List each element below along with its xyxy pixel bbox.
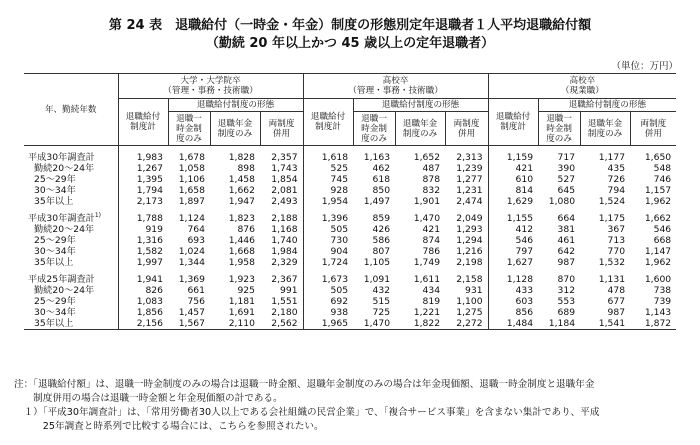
value-cell: 1,541 [580,318,630,330]
footnotes [14,378,686,434]
value-cell: 1,058 [178,163,205,174]
row-label [24,307,118,318]
value-cell: 1,457 [178,307,205,318]
table-row [24,174,676,185]
header-line: 制度計 [130,122,156,132]
value-cell: 807 [372,246,391,257]
value-cell: 1,106 [178,174,205,185]
header-line: 時金制 [546,123,572,134]
form-header: 退職給付制度の形態 [538,99,676,112]
row-label-text: 平成30年調査計 [28,152,95,163]
header-line: 併用 [457,128,476,139]
value-cell: 2,156 [118,318,168,330]
both-column-header [630,112,676,146]
row-label [24,274,118,285]
value-cell: 814 [488,185,538,196]
value-cell: 1,872 [630,318,676,330]
value-cell: 381 [557,224,576,235]
value-cell: 1,962 [644,257,672,268]
value-cell: 1,854 [271,174,298,185]
header-line: 併用 [644,128,662,139]
value-cell: 1,395 [118,174,168,185]
value-cell: 433 [488,285,538,296]
value-cell: 1,105 [363,257,391,268]
value-cell: 1,216 [456,246,483,257]
group-header [488,74,676,99]
value-cell: 1,941 [118,274,168,285]
value-cell: 1,100 [456,296,483,307]
value-cell: 1,163 [363,152,391,163]
header-line: 退職一 [176,113,202,124]
value-cell: 987 [607,307,626,318]
value-cell: 2,049 [456,213,483,224]
value-cell: 390 [557,163,576,174]
value-cell: 1,947 [228,196,255,207]
value-cell: 713 [607,235,626,246]
row-label [24,196,118,207]
value-cell: 2,081 [271,185,298,196]
value-cell: 548 [653,163,672,174]
value-cell: 2,188 [271,213,298,224]
value-cell: 931 [465,285,483,296]
row-label-text: 勤続20～24年 [34,224,95,235]
value-cell: 1,901 [413,196,441,207]
total-column-header [488,99,538,146]
table-subtitle: （勤続 20 年以上かつ 45 歳以上の定年退職者） [205,36,495,51]
row-label-text: 30～34年 [34,246,76,257]
value-cell: 1,691 [228,307,255,318]
unit-label: （単位：万円） [611,61,678,72]
table-row [24,274,676,285]
header-line: 度のみ [546,133,572,144]
value-cell: 1,177 [598,152,626,163]
row-label-text: 30～34年 [34,307,76,318]
value-cell: 1,600 [644,274,672,285]
retirement-benefit-table [24,73,676,330]
value-cell: 2,180 [271,307,298,318]
table-row [24,307,676,318]
note-line: 注：「退職給付額」は、退職一時金制度のみの場合は退職一時金額、退職年金制度のみの場合は年金現価額、退職一時金制度と退職年金 [14,379,595,390]
value-cell: 1,749 [413,257,441,268]
group-header-line1: 大学・大学院卒 [180,76,241,86]
both-column-header [445,112,488,146]
table-row [24,235,676,246]
value-cell: 1,611 [413,274,441,285]
value-cell: 1,159 [488,152,538,163]
value-cell: 1,083 [118,296,168,307]
value-cell: 1,080 [548,196,576,207]
value-cell: 642 [557,246,576,257]
value-cell: 2,357 [271,152,298,163]
total-column-header [303,99,353,146]
value-cell: 850 [372,185,391,196]
value-cell: 938 [303,307,353,318]
value-cell: 859 [372,213,391,224]
value-cell: 2,493 [271,196,298,207]
value-cell: 786 [422,246,441,257]
header-line: 退職一 [361,113,387,124]
row-label [24,185,118,196]
group-header-line2: （管理・事務・技術職） [163,86,258,96]
value-cell: 746 [653,174,672,185]
value-cell: 553 [557,296,576,307]
row-label-text: 35年以上 [34,196,74,207]
value-cell: 928 [303,185,353,196]
value-cell: 610 [488,174,538,185]
value-cell: 756 [187,296,205,307]
value-cell: 1,131 [598,274,626,285]
value-cell: 738 [653,285,672,296]
value-cell: 1,984 [271,246,298,257]
value-cell: 870 [557,274,576,285]
value-cell: 1,128 [488,274,538,285]
value-cell: 505 [303,285,353,296]
value-cell: 1,532 [598,257,626,268]
header-line: 制度のみ [587,128,623,139]
value-cell: 527 [557,174,576,185]
table-row [24,318,676,330]
value-cell: 1,618 [303,152,353,163]
row-label [24,235,118,246]
value-cell: 730 [303,235,353,246]
value-cell: 1,497 [363,196,391,207]
lump-column-header [168,112,210,146]
header-line: 退職年金 [402,118,438,129]
value-cell: 1,294 [456,235,483,246]
value-cell: 1,658 [178,185,205,196]
value-cell: 2,474 [456,196,483,207]
table-row [24,152,676,163]
row-label-text: 平成25年調査計 [28,274,95,285]
value-cell: 1,124 [178,213,205,224]
value-cell: 1,168 [271,224,298,235]
header-line: 退職給付 [310,112,346,122]
value-cell: 2,313 [456,152,483,163]
value-cell: 1,822 [395,318,445,330]
value-cell: 1,673 [303,274,353,285]
row-label-text: 25～29年 [34,174,76,185]
row-label-header: 年、勤続年数 [24,74,118,146]
value-cell: 2,329 [271,257,298,268]
value-cell: 1,567 [168,318,210,330]
row-label [24,213,118,224]
value-cell: 1,954 [303,196,353,207]
value-cell: 2,173 [118,196,168,207]
value-cell: 1,828 [228,152,255,163]
row-label [24,152,118,163]
table-row [24,246,676,257]
value-cell: 819 [422,296,441,307]
value-cell: 1,629 [488,196,538,207]
row-label-text: 35年以上 [34,257,74,268]
group-header-line2: （現業職） [560,86,604,96]
table-row [24,185,676,196]
value-cell: 739 [653,296,672,307]
header-line: 両制度 [453,118,480,129]
table-row [24,163,676,174]
value-cell: 991 [280,285,298,296]
note-line: 制度併用の場合は退職一時金額と年金現価額の計である。 [14,393,283,404]
header-line: 制度のみ [217,128,253,139]
value-cell: 1,293 [456,224,483,235]
value-cell: 505 [303,224,353,235]
value-cell: 1,652 [413,152,441,163]
value-cell: 618 [372,174,391,185]
value-cell: 426 [372,224,391,235]
value-cell: 664 [557,213,576,224]
header-line: 制度のみ [402,128,438,139]
header-line: 度のみ [361,133,387,144]
table-row [24,213,676,224]
value-cell: 1,231 [456,185,483,196]
group-header [303,74,488,99]
value-cell: 1,965 [303,318,353,330]
value-cell: 689 [557,307,576,318]
value-cell: 515 [372,296,391,307]
pension-column-header [395,112,445,146]
value-cell: 717 [557,152,576,163]
value-cell: 898 [237,163,255,174]
value-cell: 794 [607,185,626,196]
value-cell: 1,470 [413,213,441,224]
value-cell: 904 [303,246,353,257]
value-cell: 312 [557,285,576,296]
value-cell: 1,277 [456,174,483,185]
value-cell: 832 [422,185,441,196]
row-label [24,285,118,296]
value-cell: 1,856 [118,307,168,318]
value-cell: 1,794 [118,185,168,196]
value-cell: 1,524 [598,196,626,207]
value-cell: 1,147 [644,246,672,257]
row-label [24,257,118,268]
value-cell: 1,662 [644,213,672,224]
value-cell: 661 [187,285,205,296]
value-cell: 487 [422,163,441,174]
value-cell: 367 [607,224,626,235]
header-line: 退職給付 [125,112,161,122]
table-row [24,296,676,307]
value-cell: 2,158 [456,274,483,285]
value-cell: 1,788 [118,213,168,224]
group-header-line1: 高校卒 [569,76,596,86]
header-line: 両制度 [640,118,667,129]
value-cell: 421 [422,224,441,235]
value-cell: 1,997 [118,257,168,268]
value-cell: 461 [557,235,576,246]
row-label-text: 25～29年 [34,296,76,307]
value-cell: 1,484 [488,318,538,330]
row-label [24,224,118,235]
group-header [118,74,303,99]
value-cell: 1,275 [456,307,483,318]
header-line: 制度計 [500,122,526,132]
value-cell: 2,198 [456,257,483,268]
value-cell: 725 [372,307,391,318]
value-cell: 1,175 [598,213,626,224]
value-cell: 677 [607,296,626,307]
value-cell: 874 [422,235,441,246]
value-cell: 1,627 [488,257,538,268]
value-cell: 1,650 [644,152,672,163]
header-line: 退職給付 [495,112,531,122]
value-cell: 919 [118,224,168,235]
pension-column-header [210,112,260,146]
header-line: 併用 [272,128,291,139]
table-body [24,146,676,330]
footnote-marker: 1) [94,211,101,219]
value-cell: 1,396 [303,213,353,224]
header-line: 時金制 [361,123,387,134]
header-line: 制度計 [315,122,341,132]
lump-column-header [538,112,580,146]
value-cell: 1,740 [271,235,298,246]
value-cell: 1,897 [178,196,205,207]
form-header: 退職給付制度の形態 [353,99,488,112]
row-label [24,174,118,185]
value-cell: 412 [488,224,538,235]
value-cell: 797 [488,246,538,257]
row-label-text: 30～34年 [34,185,76,196]
value-cell: 2,367 [271,274,298,285]
value-cell: 1,369 [178,274,205,285]
group-header-line1: 高校卒 [382,76,409,86]
row-label [24,163,118,174]
value-cell: 546 [488,235,538,246]
value-cell: 1,446 [228,235,255,246]
total-column-header [118,99,168,146]
header-line: 両制度 [268,118,295,129]
value-cell: 726 [607,174,626,185]
header-line: 退職年金 [217,118,253,129]
value-cell: 525 [303,163,353,174]
table-row [24,196,676,207]
value-cell: 745 [303,174,353,185]
table-row [24,285,676,296]
value-cell: 1,344 [178,257,205,268]
value-cell: 1,181 [228,296,255,307]
value-cell: 645 [557,185,576,196]
value-cell: 432 [372,285,391,296]
value-cell: 1,962 [644,196,672,207]
value-cell: 1,024 [178,246,205,257]
value-cell: 1,458 [228,174,255,185]
value-cell: 2,562 [260,318,303,330]
header-line: 退職一 [546,113,572,124]
value-cell: 1,267 [118,163,168,174]
header-line: 時金制 [176,123,202,134]
value-cell: 1,470 [353,318,395,330]
value-cell: 1,923 [228,274,255,285]
row-label [24,296,118,307]
row-label-text: 平成30年調査計 [28,213,95,224]
value-cell: 1,157 [644,185,672,196]
value-cell: 435 [607,163,626,174]
value-cell: 770 [607,246,626,257]
header-line: 度のみ [176,133,202,144]
value-cell: 1,823 [228,213,255,224]
value-cell: 2,272 [445,318,488,330]
value-cell: 1,743 [271,163,298,174]
value-cell: 478 [607,285,626,296]
value-cell: 1,983 [118,152,168,163]
value-cell: 826 [118,285,168,296]
value-cell: 434 [422,285,441,296]
value-cell: 462 [372,163,391,174]
value-cell: 1,551 [271,296,298,307]
both-column-header [260,112,303,146]
pension-column-header [580,112,630,146]
value-cell: 421 [488,163,538,174]
value-cell: 1,958 [228,257,255,268]
row-label-text: 勤続20～24年 [34,285,95,296]
group-header-line2: （管理・事務・技術職） [348,86,443,96]
value-cell: 1,239 [456,163,483,174]
value-cell: 856 [488,307,538,318]
value-cell: 1,184 [538,318,580,330]
table-title: 第 24 表 退職給付（一時金・年金）制度の形態別定年退職者１人平均退職給付額 [108,18,592,33]
value-cell: 1,724 [303,257,353,268]
row-label-text: 35年以上 [34,318,74,329]
value-cell: 987 [557,257,576,268]
value-cell: 1,316 [118,235,168,246]
row-label-text: 勤続20～24年 [34,163,95,174]
value-cell: 586 [372,235,391,246]
value-cell: 2,110 [210,318,260,330]
value-cell: 603 [488,296,538,307]
table-row [24,257,676,268]
value-cell: 925 [237,285,255,296]
value-cell: 878 [422,174,441,185]
lump-column-header [353,112,395,146]
value-cell: 546 [653,224,672,235]
value-cell: 668 [653,235,672,246]
value-cell: 1,662 [228,185,255,196]
value-cell: 1,582 [118,246,168,257]
value-cell: 1,155 [488,213,538,224]
row-label [24,246,118,257]
note-line: 25年調査と時系列で比較する場合には、こちらを参照されたい。 [14,421,324,432]
value-cell: 1,668 [228,246,255,257]
note-line: １）「平成30年調査計」は、「常用労働者30人以上である会社組織の民営企業」で、「複合サービス事業」を含まない集計であり、平成 [14,407,600,418]
value-cell: 1,221 [413,307,441,318]
value-cell: 1,678 [178,152,205,163]
value-cell: 1,091 [363,274,391,285]
table-row [24,224,676,235]
row-label [24,318,118,330]
value-cell: 692 [303,296,353,307]
value-cell: 764 [187,224,205,235]
value-cell: 1,143 [644,307,672,318]
form-header: 退職給付制度の形態 [168,99,303,112]
row-label-text: 25～29年 [34,235,76,246]
value-cell: 876 [237,224,255,235]
value-cell: 693 [187,235,205,246]
header-line: 退職年金 [587,118,623,129]
